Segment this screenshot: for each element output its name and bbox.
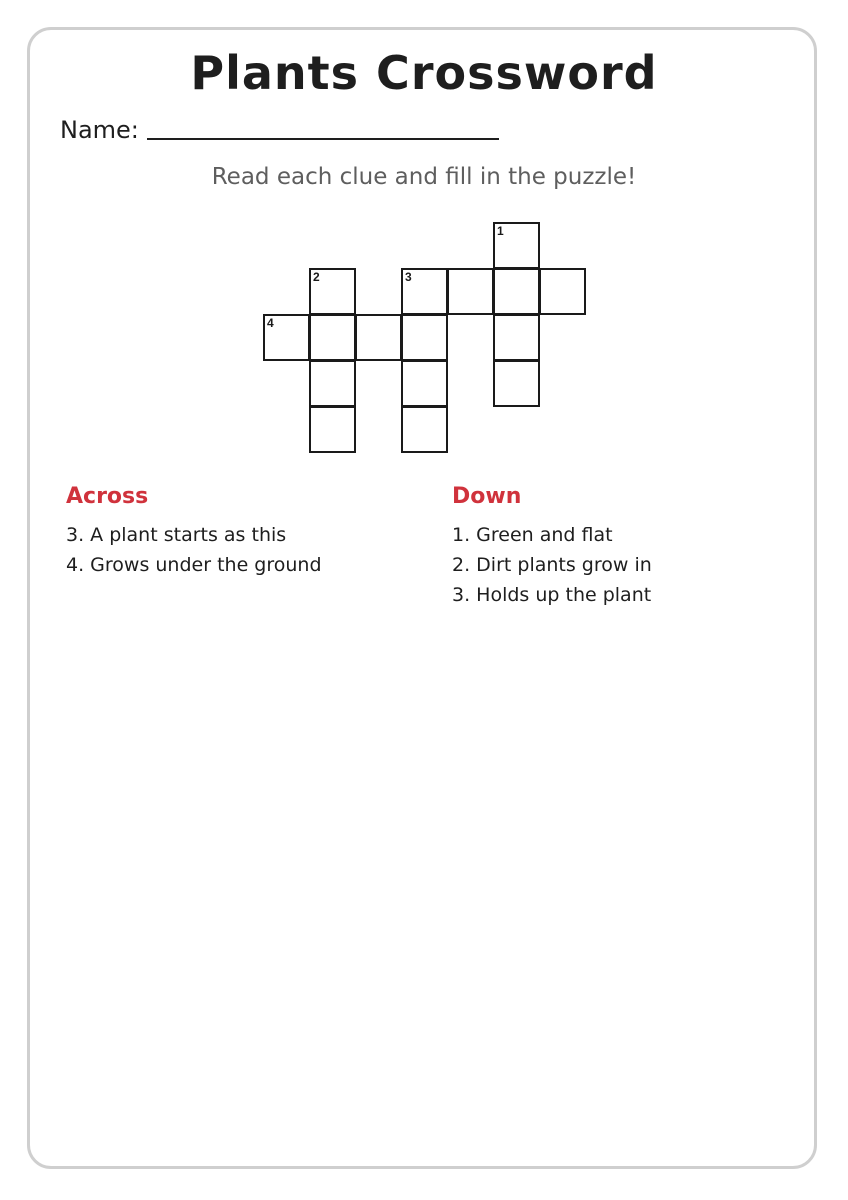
- clue-number: 1: [497, 224, 504, 238]
- crossword-cell[interactable]: [401, 268, 448, 315]
- clue-item: 1. Green and flat: [452, 524, 613, 546]
- across-clues: [66, 482, 426, 580]
- name-field: [60, 116, 499, 144]
- clue-number: 4: [267, 316, 274, 330]
- crossword-cell[interactable]: [401, 406, 448, 453]
- name-write-line[interactable]: [147, 138, 499, 140]
- crossword-cell[interactable]: [401, 360, 448, 407]
- down-clues: [452, 482, 812, 610]
- crossword-cell[interactable]: [401, 314, 448, 361]
- clue-number: 3: [405, 270, 412, 284]
- clue-item: 3. Holds up the plant: [452, 584, 652, 606]
- crossword-cell[interactable]: [355, 314, 402, 361]
- across-heading: Across: [66, 484, 149, 509]
- crossword-cell[interactable]: [309, 314, 356, 361]
- instruction-text: Read each clue and fill in the puzzle!: [211, 164, 637, 190]
- crossword-cell[interactable]: [309, 268, 356, 315]
- crossword-cell[interactable]: [309, 406, 356, 453]
- crossword-cell[interactable]: [447, 268, 494, 315]
- crossword-cell[interactable]: [263, 314, 310, 361]
- crossword-cell[interactable]: [309, 360, 356, 407]
- crossword-cell[interactable]: [493, 314, 540, 361]
- crossword-cell[interactable]: [493, 268, 540, 315]
- crossword-cell[interactable]: [539, 268, 586, 315]
- clue-item: 4. Grows under the ground: [66, 554, 322, 576]
- page-title: Plants Crossword: [190, 46, 658, 100]
- name-label: Name:: [60, 116, 139, 144]
- down-heading: Down: [452, 484, 522, 509]
- crossword-cell[interactable]: [493, 222, 540, 269]
- crossword-cell[interactable]: [493, 360, 540, 407]
- clue-item: 2. Dirt plants grow in: [452, 554, 652, 576]
- clue-item: 3. A plant starts as this: [66, 524, 287, 546]
- clue-number: 2: [313, 270, 320, 284]
